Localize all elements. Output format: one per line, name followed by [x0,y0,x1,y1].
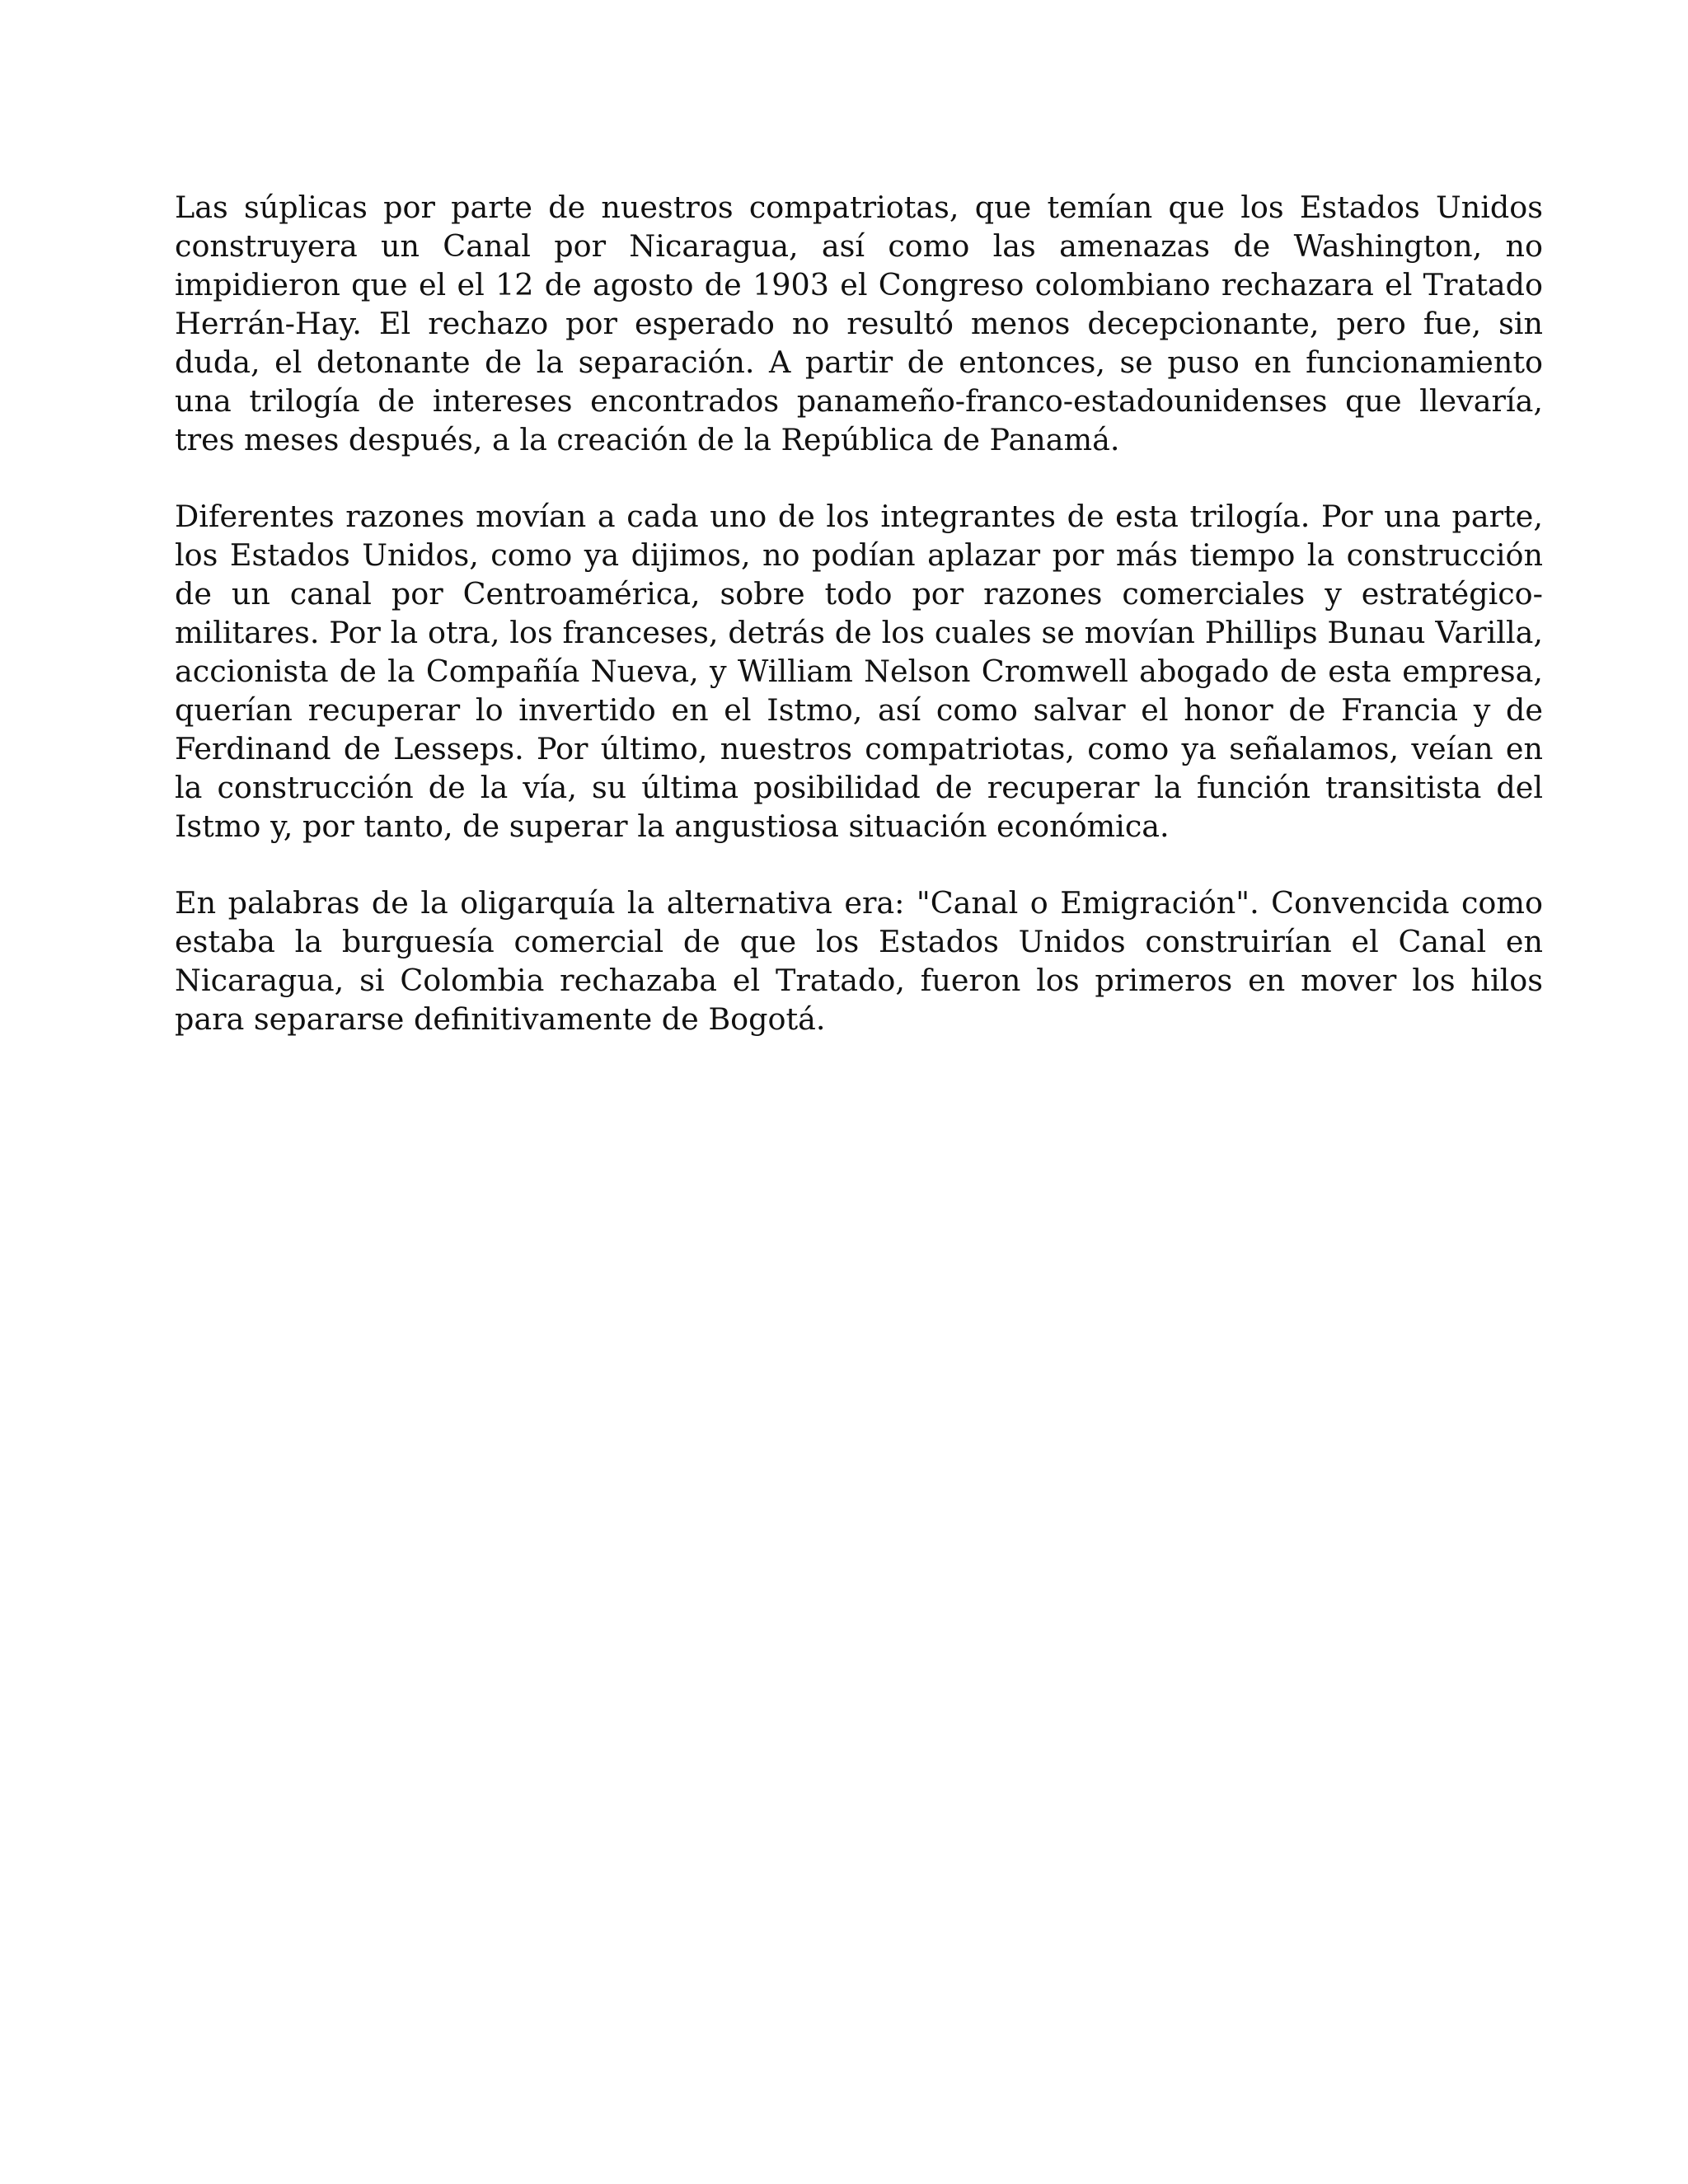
paragraph-1: Las súplicas por parte de nuestros compatriotas, que temían que los Estados Unidos construyera un Canal por Nicaragua, así como las amenazas de Washington, no impidieron que el el 12 de agosto de 1903 el Congreso colombiano rechazara el Tratado Herrán-Hay. El rechazo por esperado no resultó menos decepcionante, pero fue, sin duda, el detonante de la separación. A partir de entonces, se puso en funcionamiento una trilogía de intereses encontrados panameño-franco-estadounidenses que llevaría, tres meses después, a la creación de la República de Panamá. [175,190,1543,457]
paragraph-3: En palabras de la oligarquía la alternativa era: "Canal o Emigración". Convencida como estaba la burguesía comercial de que los Estados Unidos construirían el Canal en Nicaragua, si Colombia rechazaba el Tratado, fueron los primeros en mover los hilos para separarse definitivamente de Bogotá. [175,885,1543,1037]
body-text [175,188,1543,1076]
paragraph-2: Diferentes razones movían a cada uno de los integrantes de esta trilogía. Por una parte, los Estados Unidos, como ya dijimos, no podían aplazar por más tiempo la construcción de un canal por Centroamérica, sobre todo por razones comerciales y estratégico-militares. Por la otra, los franceses, detrás de los cuales se movían Phillips Bunau Varilla, accionista de la Compañía Nueva, y William Nelson Cromwell abogado de esta empresa, querían recuperar lo invertido en el Istmo, así como salvar el honor de Francia y de Ferdinand de Lesseps. Por último, nuestros compatriotas, como ya señalamos, veían en la construcción de la vía, su última posibilidad de recuperar la función transitista del Istmo y, por tanto, de superar la angustiosa situación económica. [175,499,1543,844]
